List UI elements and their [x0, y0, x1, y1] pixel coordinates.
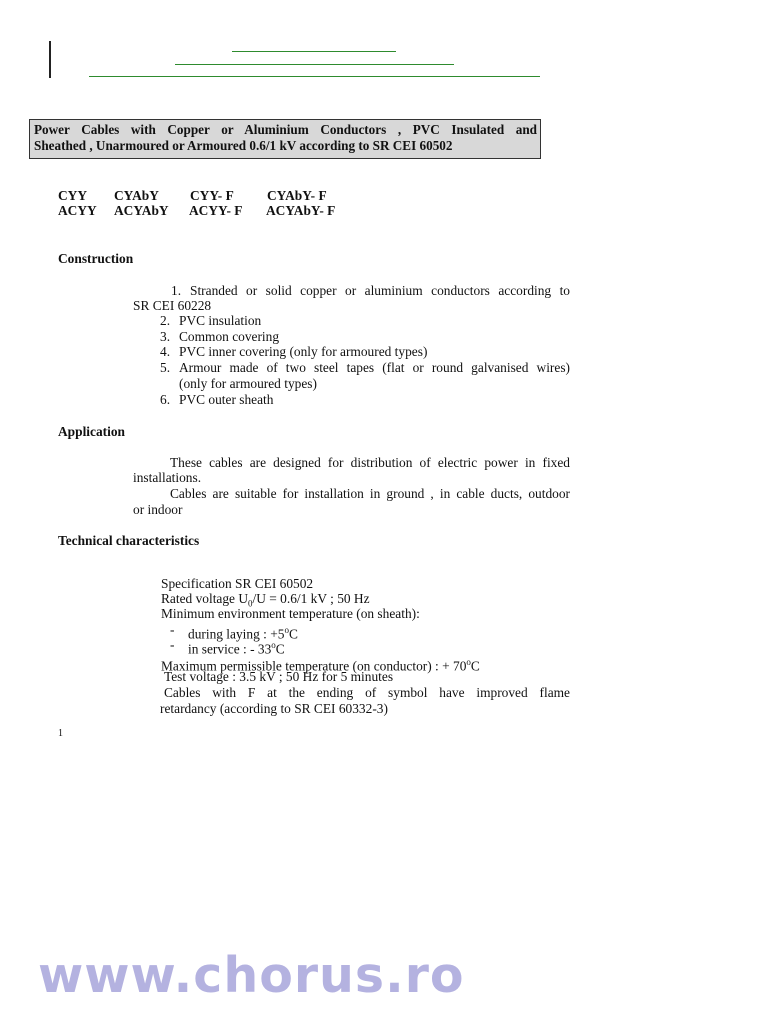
max-celsius: C — [470, 658, 480, 674]
service-celsius: C — [275, 641, 285, 657]
service-dash: - — [170, 637, 175, 652]
code-cyaby: CYAbY — [114, 188, 159, 203]
max-temp-text: Maximum permissible temperature (on conductor) : + 70 — [161, 658, 467, 674]
application-p1-line-2: installations. — [133, 470, 202, 485]
construction-item-3-num: 3. — [160, 329, 171, 344]
flame-line-2: retardancy (according to SR CEI 60332-3) — [160, 701, 388, 716]
header-rule-3 — [89, 76, 540, 77]
header-rule-2 — [175, 64, 454, 65]
service-degree: o — [271, 640, 276, 650]
title-line-2: Sheathed , Unarmoured or Armoured 0.6/1 kV according to SR CEI 60502 — [34, 138, 453, 153]
test-voltage-line: Test voltage : 3.5 kV ; 50 Hz for 5 minutes — [164, 669, 394, 684]
code-acyy-f: ACYY- F — [189, 203, 243, 218]
watermark: www.chorus.ro — [38, 947, 465, 1004]
construction-item-1-line-2: SR CEI 60228 — [133, 298, 212, 313]
rated-voltage-suffix: /U = 0.6/1 kV ; 50 Hz — [252, 591, 370, 606]
code-acyaby-f: ACYAbY- F — [266, 203, 336, 218]
laying-degree: o — [284, 625, 289, 635]
construction-item-1-line-1: Stranded or solid copper or aluminium conductors according to — [190, 283, 570, 298]
laying-dash: - — [170, 622, 175, 637]
application-heading: Application — [58, 424, 125, 439]
title-line-1: Power Cables with Copper or Aluminium Conductors , PVC Insulated and — [34, 122, 537, 137]
application-p2-line-1: Cables are suitable for installation in ground , in cable ducts, outdoor — [170, 486, 570, 501]
application-p2-line-2: or indoor — [133, 502, 183, 517]
construction-item-2-text: PVC insulation — [179, 313, 262, 328]
construction-item-4-num: 4. — [160, 344, 171, 359]
page-number: 1 — [58, 728, 63, 739]
code-cyy-f: CYY- F — [190, 188, 234, 203]
rated-voltage-prefix: Rated voltage U — [161, 591, 249, 606]
code-cyy: CYY — [58, 188, 88, 203]
application-p1-line-1: These cables are designed for distribution of electric power in fixed — [170, 455, 570, 470]
construction-item-6-text: PVC outer sheath — [179, 392, 274, 407]
technical-heading: Technical characteristics — [58, 533, 200, 548]
construction-item-3-text: Common covering — [179, 329, 280, 344]
header-rule-1 — [232, 51, 396, 52]
construction-item-5-line-2: (only for armoured types) — [179, 376, 317, 391]
spec-line: Specification SR CEI 60502 — [161, 576, 314, 591]
construction-item-5-num: 5. — [160, 360, 171, 375]
construction-item-2-num: 2. — [160, 313, 171, 328]
margin-bar — [49, 41, 51, 78]
construction-item-1-num: 1. — [171, 283, 182, 298]
construction-item-4-text: PVC inner covering (only for armoured types) — [179, 344, 428, 359]
laying-celsius: C — [288, 626, 298, 642]
rated-voltage-sub: 0 — [248, 598, 253, 609]
service-temp-text: in service : - 33 — [188, 641, 272, 657]
max-degree: o — [466, 657, 471, 667]
code-acyaby: ACYAbY — [114, 203, 169, 218]
flame-line-1: Cables with F at the ending of symbol have improved flame — [164, 685, 570, 700]
construction-item-5-line-1: Armour made of two steel tapes (flat or round galvanised wires) — [179, 360, 570, 375]
code-cyaby-f: CYAbY- F — [267, 188, 327, 203]
document-title — [29, 119, 541, 159]
laying-temp-text: during laying : +5 — [188, 626, 285, 642]
construction-heading: Construction — [58, 251, 134, 266]
code-acyy: ACYY — [58, 203, 97, 218]
construction-item-6-num: 6. — [160, 392, 171, 407]
min-env-temp-line: Minimum environment temperature (on sheath): — [161, 606, 420, 621]
